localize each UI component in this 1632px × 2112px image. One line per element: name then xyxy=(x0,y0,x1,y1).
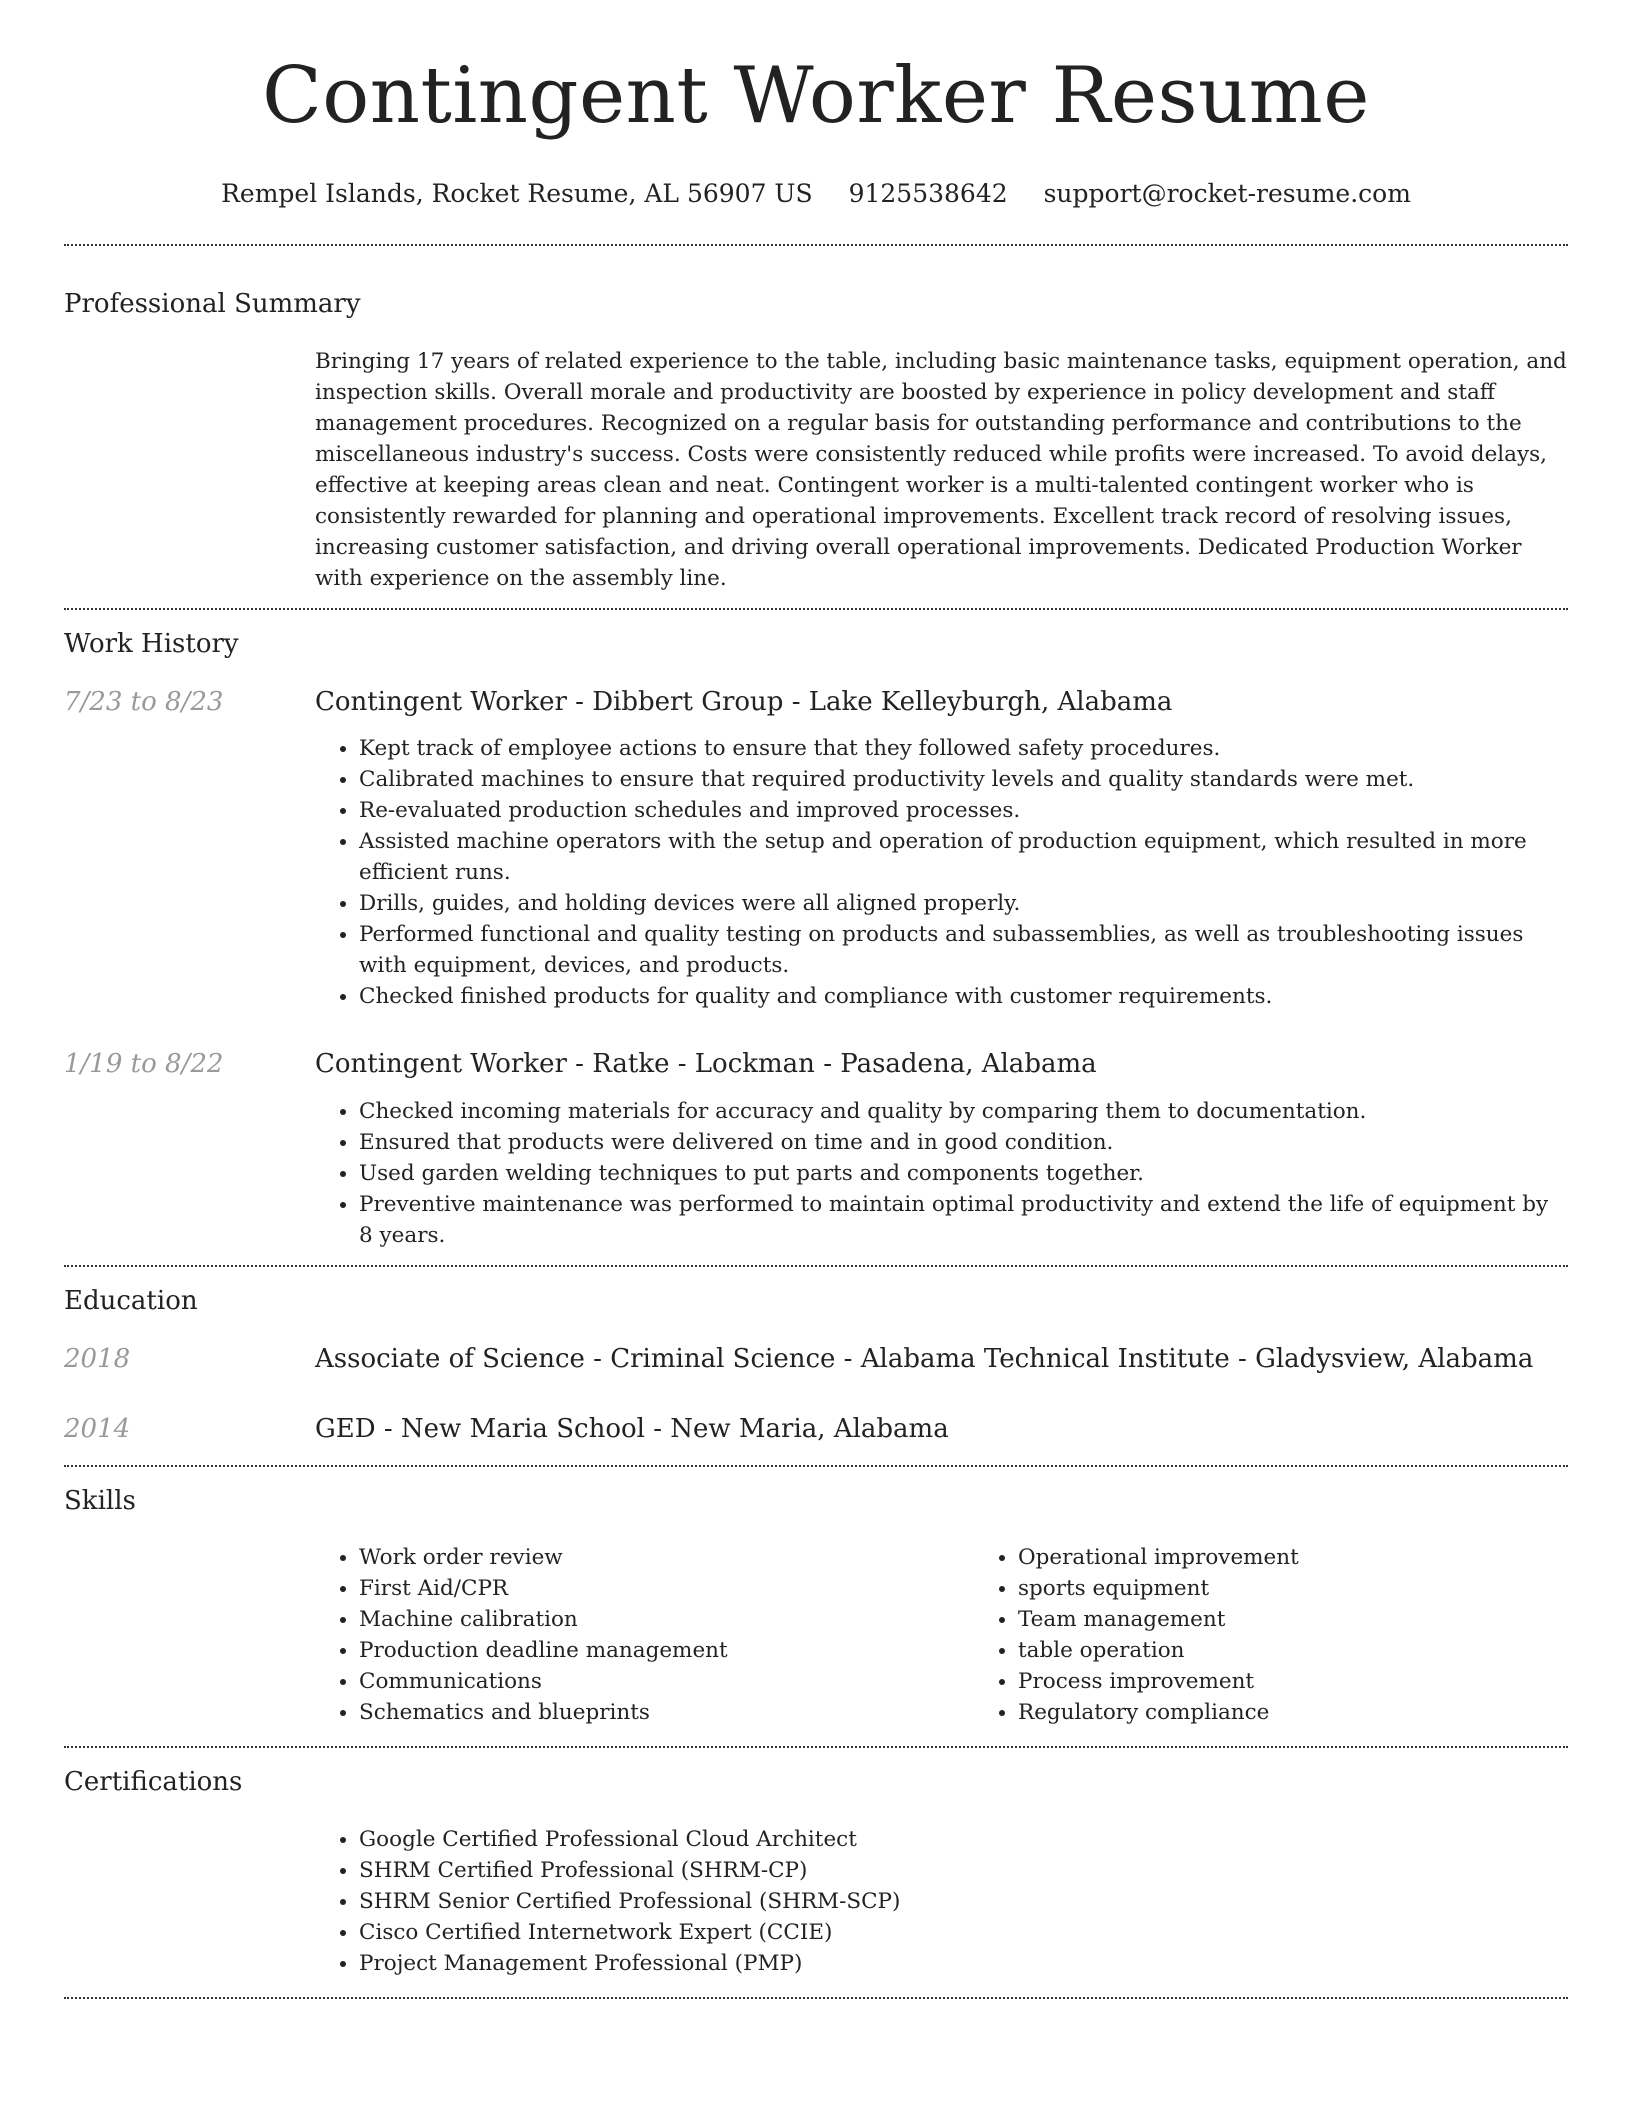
list-item: • Google Certified Professional Cloud Architect xyxy=(359,1824,1568,1855)
contact-phone: 9125538642 xyxy=(848,178,1008,208)
summary-heading: Professional Summary xyxy=(64,289,361,320)
list-item: • Ensured that products were delivered on time and in good condition. xyxy=(359,1127,1568,1158)
contact-line xyxy=(64,178,1568,211)
job-bullets xyxy=(315,1096,1568,1251)
work-heading: Work History xyxy=(64,628,239,659)
summary-left-spacer xyxy=(64,346,315,608)
list-item: • Production deadline management xyxy=(359,1635,974,1666)
education-year: 2014 xyxy=(64,1413,131,1444)
skills-row xyxy=(64,1542,1568,1728)
job-dates: 7/23 to 8/23 xyxy=(64,686,224,717)
list-item: • sports equipment xyxy=(1018,1573,1568,1604)
summary-row xyxy=(64,346,1568,608)
skills-columns xyxy=(315,1542,1568,1728)
list-item: • Checked finished products for quality and compliance with customer requirements. xyxy=(359,981,1568,1012)
job-bullets xyxy=(315,733,1568,1012)
list-item: • Schematics and blueprints xyxy=(359,1697,974,1728)
certifications-heading: Certifications xyxy=(64,1767,243,1798)
education-entry xyxy=(64,1413,1568,1447)
skills-heading: Skills xyxy=(64,1485,136,1516)
skills-list-right xyxy=(974,1542,1568,1728)
list-item: • Performed functional and quality testing on products and subassemblies, as well as troubleshooting issues with equipment, devices, and products. xyxy=(359,919,1568,981)
work-section xyxy=(64,610,1568,1251)
resume-title: Contingent Worker Resume xyxy=(262,51,1370,141)
education-heading: Education xyxy=(64,1286,198,1317)
certifications-left-spacer xyxy=(64,1824,315,1979)
list-item: • Kept track of employee actions to ensure that they followed safety procedures. xyxy=(359,733,1568,764)
list-item: • Preventive maintenance was performed to maintain optimal productivity and extend the life of equipment by 8 years. xyxy=(359,1189,1568,1251)
job-details xyxy=(315,1048,1568,1251)
list-item: • Process improvement xyxy=(1018,1666,1568,1697)
education-title: GED - New Maria School - New Maria, Alabama xyxy=(315,1413,949,1444)
list-item: • Checked incoming materials for accuracy and quality by comparing them to documentation. xyxy=(359,1096,1568,1127)
list-item: • Assisted machine operators with the setup and operation of production equipment, which resulted in more efficient runs. xyxy=(359,826,1568,888)
list-item: • Communications xyxy=(359,1666,974,1697)
list-item: • table operation xyxy=(1018,1635,1568,1666)
divider xyxy=(64,1997,1568,1999)
summary-text: Bringing 17 years of related experience to the table, including basic maintenance tasks, equipment operation, and inspection skills. Overall morale and productivity are boosted by experience in policy development and staff management procedures. Recognized on a regular basis for outstanding performance and contributions to the miscellaneous industry's success. Costs were consistently reduced while profits were increased. To avoid delays, effective at keeping areas clean and neat. Contingent worker is a multi-talented contingent worker who is consistently rewarded for planning and operational improvements. Excellent track record of resolving issues, increasing customer satisfaction, and driving overall operational improvements. Dedicated Production Worker with experience on the assembly line. xyxy=(315,348,1567,591)
job-entry xyxy=(64,686,1568,1013)
certifications-content xyxy=(315,1824,1568,1979)
list-item: • Used garden welding techniques to put parts and components together. xyxy=(359,1158,1568,1189)
contact-address: Rempel Islands, Rocket Resume, AL 56907 US xyxy=(221,178,813,208)
skills-list-left xyxy=(315,1542,974,1728)
education-details xyxy=(315,1413,1568,1447)
certifications-list xyxy=(315,1824,1568,1979)
skills-section xyxy=(64,1467,1568,1747)
list-item: • Project Management Professional (PMP) xyxy=(359,1948,1568,1979)
list-item: • SHRM Senior Certified Professional (SHRM-SCP) xyxy=(359,1886,1568,1917)
education-details xyxy=(315,1343,1568,1377)
list-item: • Work order review xyxy=(359,1542,974,1573)
certifications-row xyxy=(64,1824,1568,1979)
education-entry xyxy=(64,1343,1568,1377)
list-item: • SHRM Certified Professional (SHRM-CP) xyxy=(359,1855,1568,1886)
contact-email: support@rocket-resume.com xyxy=(1043,178,1411,208)
list-item: • Cisco Certified Internetwork Expert (CCIE) xyxy=(359,1917,1568,1948)
job-details xyxy=(315,686,1568,1013)
job-entry xyxy=(64,1048,1568,1251)
skills-left-spacer xyxy=(64,1542,315,1728)
list-item: • Regulatory compliance xyxy=(1018,1697,1568,1728)
job-title: Contingent Worker - Ratke - Lockman - Pasadena, Alabama xyxy=(315,1049,1097,1080)
list-item: • Drills, guides, and holding devices were all aligned properly. xyxy=(359,888,1568,919)
education-section xyxy=(64,1267,1568,1446)
education-year: 2018 xyxy=(64,1344,131,1375)
summary-section xyxy=(64,246,1568,608)
list-item: • Team management xyxy=(1018,1604,1568,1635)
list-item: • First Aid/CPR xyxy=(359,1573,974,1604)
job-title: Contingent Worker - Dibbert Group - Lake Kelleyburgh, Alabama xyxy=(315,686,1173,717)
list-item: • Calibrated machines to ensure that required productivity levels and quality standards were met. xyxy=(359,764,1568,795)
summary-content xyxy=(315,346,1568,608)
job-dates: 1/19 to 8/22 xyxy=(64,1049,224,1080)
certifications-section xyxy=(64,1748,1568,1997)
list-item: • Re-evaluated production schedules and improved processes. xyxy=(359,795,1568,826)
education-title: Associate of Science - Criminal Science - Alabama Technical Institute - Gladysview, Alabama xyxy=(315,1344,1534,1375)
list-item: • Machine calibration xyxy=(359,1604,974,1635)
list-item: • Operational improvement xyxy=(1018,1542,1568,1573)
